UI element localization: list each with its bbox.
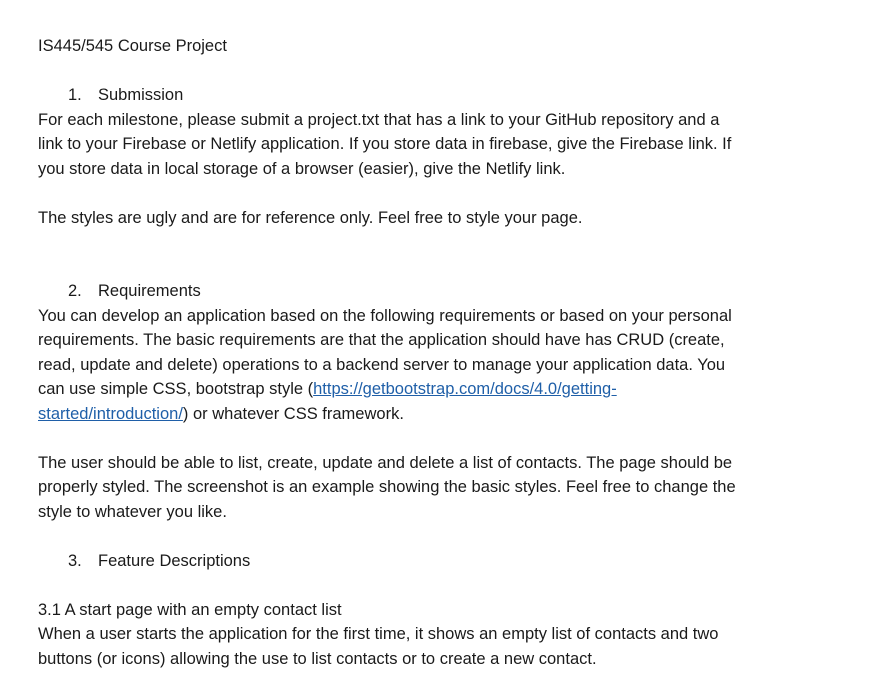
text-line: link to your Firebase or Netlify application. If you store data in firebase, give the Firebase link. If — [38, 135, 732, 153]
text-fragment: can use simple CSS, bootstrap style ( — [38, 380, 314, 398]
bootstrap-link-continued[interactable]: started/introduction/ — [38, 404, 183, 423]
text-fragment: ) or whatever CSS framework. — [182, 404, 404, 423]
section-number: 1. — [68, 86, 82, 104]
section-heading-requirements — [38, 279, 838, 304]
text-line: When a user starts the application for the first time, it shows an empty list of contacts and two — [38, 625, 719, 643]
text-line: read, update and delete) operations to a backend server to manage your application data. You — [38, 355, 726, 374]
section-heading-features — [38, 549, 838, 574]
section-number: 3. — [68, 551, 82, 570]
text-line — [38, 377, 838, 402]
text-line: buttons (or icons) allowing the use to list contacts or to create a new contact. — [38, 649, 597, 668]
section-title: Feature Descriptions — [98, 551, 251, 570]
text-line: requirements. The basic requirements are that the application should have has CRUD (create, — [38, 331, 725, 349]
section-heading-submission — [38, 83, 838, 108]
document-title: IS445/545 Course Project — [38, 37, 227, 55]
bootstrap-link[interactable]: https://getbootstrap.com/docs/4.0/getting- — [313, 380, 617, 398]
document-page — [38, 34, 838, 671]
section-title: Submission — [98, 86, 184, 104]
paragraph-contacts — [38, 451, 838, 525]
paragraph-requirements — [38, 304, 838, 427]
section-number: 2. — [68, 282, 82, 300]
paragraph-submission — [38, 108, 838, 182]
text-line: You can develop an application based on the following requirements or based on your personal — [38, 306, 732, 325]
text-line: style to whatever you like. — [38, 502, 227, 521]
paragraph-styles-note: The styles are ugly and are for reference only. Feel free to style your page. — [38, 208, 583, 227]
section-title: Requirements — [98, 282, 201, 300]
text-line: For each milestone, please submit a project.txt that has a link to your GitHub repository and a — [38, 110, 720, 129]
text-line: The user should be able to list, create, update and delete a list of contacts. The page should be — [38, 453, 733, 472]
paragraph-start-page — [38, 622, 838, 671]
text-line — [38, 402, 838, 427]
subsection-heading: 3.1 A start page with an empty contact list — [38, 600, 342, 619]
text-line: properly styled. The screenshot is an example showing the basic styles. Feel free to change the — [38, 478, 736, 496]
text-line: you store data in local storage of a browser (easier), give the Netlify link. — [38, 159, 566, 178]
